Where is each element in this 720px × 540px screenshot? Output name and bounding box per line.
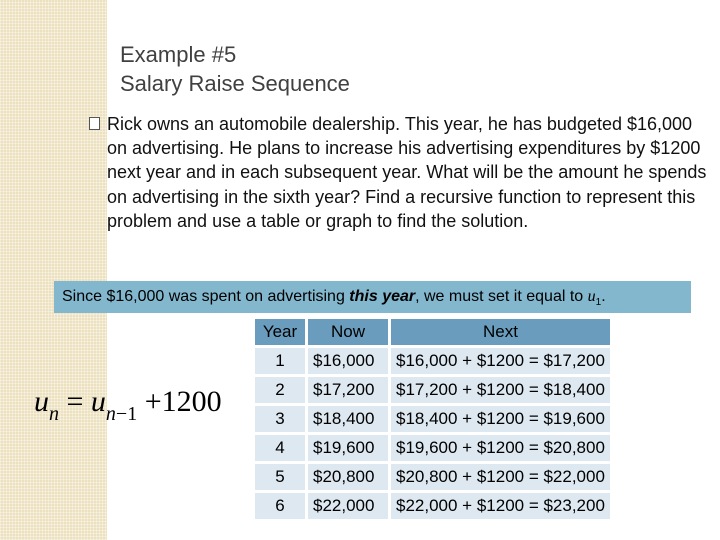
since-suffix: , we must set it equal to [415, 288, 588, 305]
formula-rhs-sub-var: n [105, 403, 116, 425]
cell-year: 1 [255, 348, 305, 374]
cell-next: $19,600 + $1200 = $20,800 [391, 435, 610, 461]
cell-now: $19,600 [308, 435, 388, 461]
since-end: . [601, 288, 606, 305]
table-header-row [255, 319, 610, 345]
cell-next: $22,000 + $1200 = $23,200 [391, 493, 610, 519]
decorative-side-band [0, 0, 107, 540]
sequence-table [252, 316, 613, 522]
cell-next: $16,000 + $1200 = $17,200 [391, 348, 610, 374]
title-line-2: Salary Raise Sequence [120, 71, 350, 96]
since-var: u [587, 288, 596, 305]
table-row [255, 493, 610, 519]
cell-next: $20,800 + $1200 = $22,000 [391, 464, 610, 490]
cell-year: 2 [255, 377, 305, 403]
cell-now: $18,400 [308, 406, 388, 432]
cell-year: 5 [255, 464, 305, 490]
formula-plus: +1200 [144, 385, 222, 418]
cell-year: 6 [255, 493, 305, 519]
formula-eq: = [66, 385, 84, 418]
cell-now: $16,000 [308, 348, 388, 374]
header-now: Now [308, 319, 388, 345]
formula-lhs-sub: n [49, 403, 59, 425]
slide-title [120, 40, 350, 98]
cell-year: 4 [255, 435, 305, 461]
bullet-box-icon [89, 117, 100, 130]
header-year: Year [255, 319, 305, 345]
table-row [255, 406, 610, 432]
table-row [255, 348, 610, 374]
since-emphasis: this year [349, 288, 416, 305]
cell-now: $22,000 [308, 493, 388, 519]
table-row [255, 435, 610, 461]
table-row [255, 464, 610, 490]
cell-now: $17,200 [308, 377, 388, 403]
cell-now: $20,800 [308, 464, 388, 490]
formula-lhs-var: u [34, 385, 49, 418]
problem-text: Rick owns an automobile dealership. This year, he has budgeted $16,000 on advertising. He plans to increase his advertising expenditures by $1200 next year and in each subsequent year. What will be the amount he spends on advertising in the sixth year? Find a recursive function to represent this problem and use a table or graph to find the solution. [107, 114, 707, 231]
since-sub: 1 [595, 297, 602, 309]
formula-rhs-sub-rest: −1 [115, 403, 138, 425]
table-row [255, 377, 610, 403]
recursive-formula [34, 385, 222, 426]
since-callout [54, 281, 691, 313]
cell-year: 3 [255, 406, 305, 432]
since-prefix: Since $16,000 was spent on advertising [62, 288, 350, 305]
formula-rhs-var: u [90, 385, 106, 418]
header-next: Next [391, 319, 610, 345]
cell-next: $18,400 + $1200 = $19,600 [391, 406, 610, 432]
title-line-1: Example #5 [120, 42, 237, 67]
cell-next: $17,200 + $1200 = $18,400 [391, 377, 610, 403]
